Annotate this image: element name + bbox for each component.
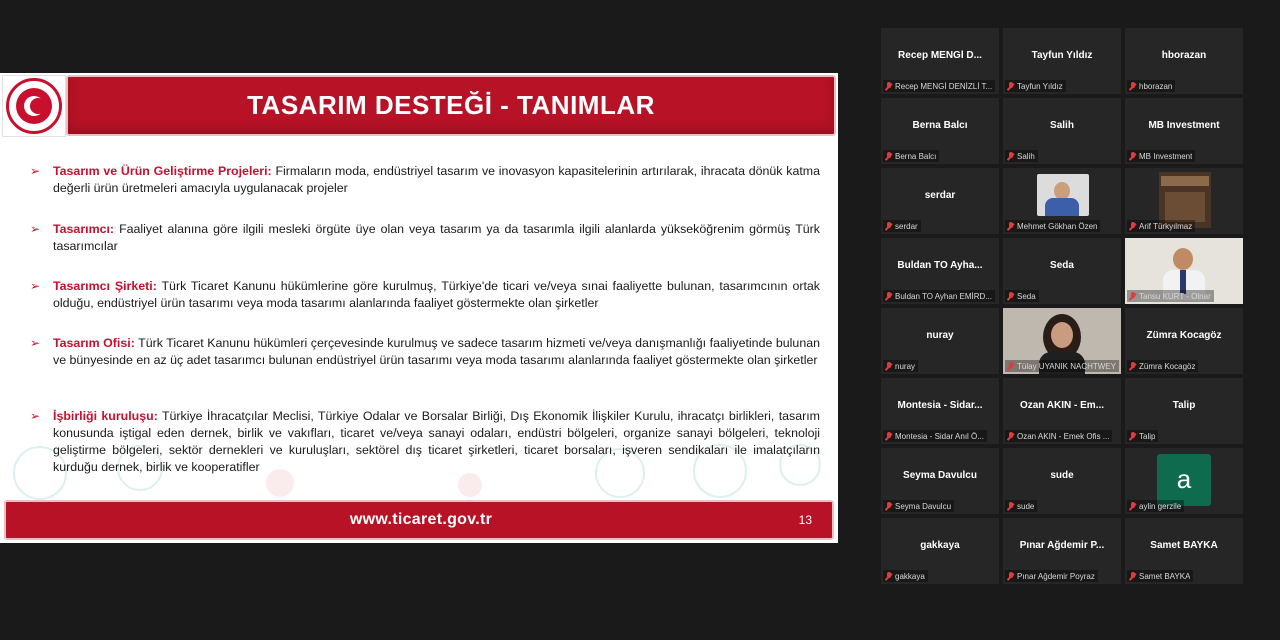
participant-tile[interactable] [1125, 518, 1243, 584]
participant-label-text: Berna Balcı [895, 151, 937, 161]
participant-label-text: aylin gerzile [1139, 501, 1182, 511]
participant-tile[interactable] [881, 98, 999, 164]
muted-mic-icon [1129, 362, 1136, 371]
participant-tile[interactable] [1125, 448, 1243, 514]
participant-label [1005, 150, 1038, 162]
participant-label [883, 430, 987, 442]
participant-label [1127, 570, 1193, 582]
participant-label-text: Salih [1017, 151, 1035, 161]
participant-label-text: Mehmet Gökhan Özen [1017, 221, 1098, 231]
muted-mic-icon [1129, 432, 1136, 441]
participant-tile[interactable] [1003, 98, 1121, 164]
slide-header [0, 73, 838, 138]
arrow-bullet-icon: ➢ [30, 222, 41, 236]
participant-label-text: sude [1017, 501, 1035, 511]
page-number: 13 [798, 513, 812, 527]
muted-mic-icon [1007, 572, 1014, 581]
muted-mic-icon [885, 572, 892, 581]
participant-label [1005, 430, 1112, 442]
muted-mic-icon [1007, 292, 1014, 301]
participant-label [1005, 570, 1098, 582]
participant-name: MB Investment [1148, 120, 1220, 131]
participant-name: Zümra Kocagöz [1146, 330, 1222, 341]
participant-label [1005, 360, 1119, 372]
muted-mic-icon [885, 432, 892, 441]
definition-item [30, 163, 820, 197]
muted-mic-icon [1129, 502, 1136, 511]
ministry-logo [2, 75, 66, 137]
definition-text: Faaliyet alanına göre ilgili mesleki örgüte üye olan veya tasarım ya da tasarımla ilgili alanlarda yükseköğrenim görmüş Türk tasarımcılar [53, 222, 820, 253]
participant-label [1005, 500, 1037, 512]
participant-label [1127, 80, 1175, 92]
participant-tile[interactable] [1125, 28, 1243, 94]
participant-name: nuray [926, 330, 954, 341]
participant-tile[interactable] [1125, 308, 1243, 374]
participant-tile[interactable] [1003, 28, 1121, 94]
participant-name: Montesia - Sidar... [897, 400, 983, 411]
muted-mic-icon [885, 292, 892, 301]
participant-label-text: nuray [895, 361, 916, 371]
participant-label [883, 220, 921, 232]
participant-label-text: Seyma Davulcu [895, 501, 952, 511]
slide-title: TASARIM DESTEĞİ - TANIMLAR [247, 90, 655, 120]
participant-tile[interactable] [881, 308, 999, 374]
definition-term: İşbirliği kuruluşu: [53, 409, 158, 423]
muted-mic-icon [1007, 222, 1014, 231]
crescent-star-icon [16, 88, 52, 124]
participant-label-text: Samet BAYKA [1139, 571, 1191, 581]
participant-label-text: Tansu KURT - Olnar [1139, 291, 1211, 301]
participant-tile[interactable] [881, 518, 999, 584]
participant-label-text: Talip [1139, 431, 1156, 441]
participant-label-text: Pınar Ağdemir Poyraz [1017, 571, 1095, 581]
participant-label-text: Tayfun Yıldız [1017, 81, 1063, 91]
participant-label-text: gakkaya [895, 571, 925, 581]
participant-tile[interactable] [1003, 308, 1121, 374]
muted-mic-icon [885, 362, 892, 371]
participant-label-text: Buldan TO Ayhan EMİRD... [895, 291, 992, 301]
participant-name: Ozan AKIN - Em... [1019, 400, 1105, 411]
shared-screen [0, 73, 838, 543]
definition-term: Tasarımcı Şirketi: [53, 279, 157, 293]
definition-term: Tasarım ve Ürün Geliştirme Projeleri: [53, 164, 272, 178]
participant-label-text: Montesia - Sidar Anıl Ö... [895, 431, 984, 441]
participant-label [1127, 150, 1195, 162]
participant-name: Samet BAYKA [1150, 540, 1218, 551]
muted-mic-icon [1007, 362, 1014, 371]
participant-label [1127, 290, 1214, 302]
participant-label-text: Zümra Kocagöz [1139, 361, 1196, 371]
definition-item [30, 278, 820, 312]
participant-label [883, 570, 928, 582]
arrow-bullet-icon: ➢ [30, 336, 41, 350]
participant-label-text: Tülay UYANIK NACHTWEY [1017, 361, 1116, 371]
participant-name: hborazan [1161, 50, 1207, 61]
participant-name: Berna Balcı [912, 120, 968, 131]
participant-label-text: serdar [895, 221, 918, 231]
definition-item [30, 335, 820, 369]
footer-url: www.ticaret.gov.tr [349, 511, 493, 528]
participant-tile[interactable] [1003, 518, 1121, 584]
participant-label [1005, 220, 1100, 232]
definition-text: Türk Ticaret Kanunu hükümlerine göre kurulmuş, Türkiye'de ticari ve/veya sınai faaliyette bulunan, tasarımcının ortak olduğu, endüstriyel ürün tasarımı veya moda tasarımı alanlarında faaliyet göstermekte olan şirketler [53, 279, 820, 310]
participant-tile[interactable] [1125, 238, 1243, 304]
arrow-bullet-icon: ➢ [30, 164, 41, 178]
participant-tile[interactable] [881, 238, 999, 304]
participant-name: serdar [924, 190, 956, 201]
participant-label [1127, 500, 1184, 512]
participant-tile[interactable] [1003, 378, 1121, 444]
participant-name: sude [1050, 470, 1074, 481]
participant-name: Recep MENGİ D... [898, 50, 982, 61]
definition-item [30, 408, 820, 476]
definition-term: Tasarım Ofisi: [53, 336, 135, 350]
muted-mic-icon [1007, 502, 1014, 511]
logo-ring-icon [6, 78, 62, 134]
participant-tile[interactable] [881, 168, 999, 234]
participant-tile[interactable] [1125, 378, 1243, 444]
muted-mic-icon [1007, 152, 1014, 161]
participant-name: Talip [1172, 400, 1196, 411]
participant-name: Salih [1050, 120, 1074, 131]
participant-label-text: Ozan AKIN - Emek Ofis ... [1017, 431, 1110, 441]
participant-label-text: MB Investment [1139, 151, 1193, 161]
participant-tile[interactable] [1003, 448, 1121, 514]
participant-label [883, 500, 954, 512]
participant-label [883, 360, 918, 372]
muted-mic-icon [1129, 292, 1136, 301]
participant-tile[interactable] [1003, 168, 1121, 234]
participant-label [1127, 430, 1158, 442]
participant-label [1005, 80, 1066, 92]
muted-mic-icon [885, 222, 892, 231]
participant-tile[interactable] [1003, 238, 1121, 304]
participant-name: gakkaya [920, 540, 960, 551]
participant-label [1127, 360, 1198, 372]
slide-title-bar [66, 75, 836, 136]
avatar: a [1157, 454, 1211, 506]
muted-mic-icon [885, 502, 892, 511]
definition-item [30, 221, 820, 255]
definition-term: Tasarımcı: [53, 222, 115, 236]
participant-name: Seyma Davulcu [903, 470, 977, 481]
definition-text: Türkiye İhracatçılar Meclisi, Türkiye Odalar ve Borsalar Birliği, Dış Ekonomik İlişkiler Kurulu, ihracatçı birlikleri, tasarım konusunda iştigal eden dernek, birlik ve vakıfları, ticaret ve/veya sanayi odaları, endüstri bölgeleri, organize sanayi bölgeleri, teknoloji geliştirme bölgeleri, sektör dernekleri ve kuruluşları, sektörel dış ticaret şirketleri, ticaret borsaları, işveren sendikaları ile imalatçıların kurduğu dernek, birlik ve kooperatifler [53, 409, 821, 474]
participant-tile[interactable] [1125, 168, 1243, 234]
muted-mic-icon [1129, 82, 1136, 91]
participant-name: Pınar Ağdemir P... [1019, 540, 1105, 551]
muted-mic-icon [1129, 222, 1136, 231]
participant-label-text: Seda [1017, 291, 1036, 301]
arrow-bullet-icon: ➢ [30, 409, 41, 423]
participant-label [883, 80, 995, 92]
slide-footer [4, 500, 834, 540]
participant-tile[interactable] [1125, 98, 1243, 164]
participant-tile[interactable] [881, 28, 999, 94]
participant-gallery [881, 28, 1245, 588]
participant-label [1005, 290, 1039, 302]
muted-mic-icon [885, 82, 892, 91]
participant-label [883, 290, 995, 302]
definition-text: Türk Ticaret Kanunu hükümleri çerçevesinde kurulmuş ve sadece tasarım hizmeti ve/veya danışmanlığı faaliyetinde bulunan ve bünyesinde en az üç adet tasarımcı bulunan endüstriyel ürün tasarımı veya moda tasarımı alanlarında faaliyet göstermekte olan şirketler [53, 336, 820, 367]
muted-mic-icon [1007, 432, 1014, 441]
participant-name: Seda [1050, 260, 1074, 271]
arrow-bullet-icon: ➢ [30, 279, 41, 293]
participant-label [1127, 220, 1195, 232]
participant-label-text: Arif Türkyılmaz [1139, 221, 1193, 231]
definition-text: Firmaların moda, endüstriyel tasarım ve inovasyon kapasitelerinin artırılarak, ihracata dönük katma değerli ürün üretmeleri amacıyla uygulanacak projeler [53, 164, 820, 195]
participant-tile[interactable] [881, 448, 999, 514]
participant-name: Tayfun Yıldız [1031, 50, 1093, 61]
muted-mic-icon [1129, 572, 1136, 581]
participant-label [883, 150, 939, 162]
participant-label-text: Recep MENGİ DENİZLİ T... [895, 81, 993, 91]
muted-mic-icon [1007, 82, 1014, 91]
participant-name: Buldan TO Ayha... [897, 260, 983, 271]
muted-mic-icon [885, 152, 892, 161]
participant-label-text: hborazan [1139, 81, 1173, 91]
participant-tile[interactable] [881, 378, 999, 444]
muted-mic-icon [1129, 152, 1136, 161]
